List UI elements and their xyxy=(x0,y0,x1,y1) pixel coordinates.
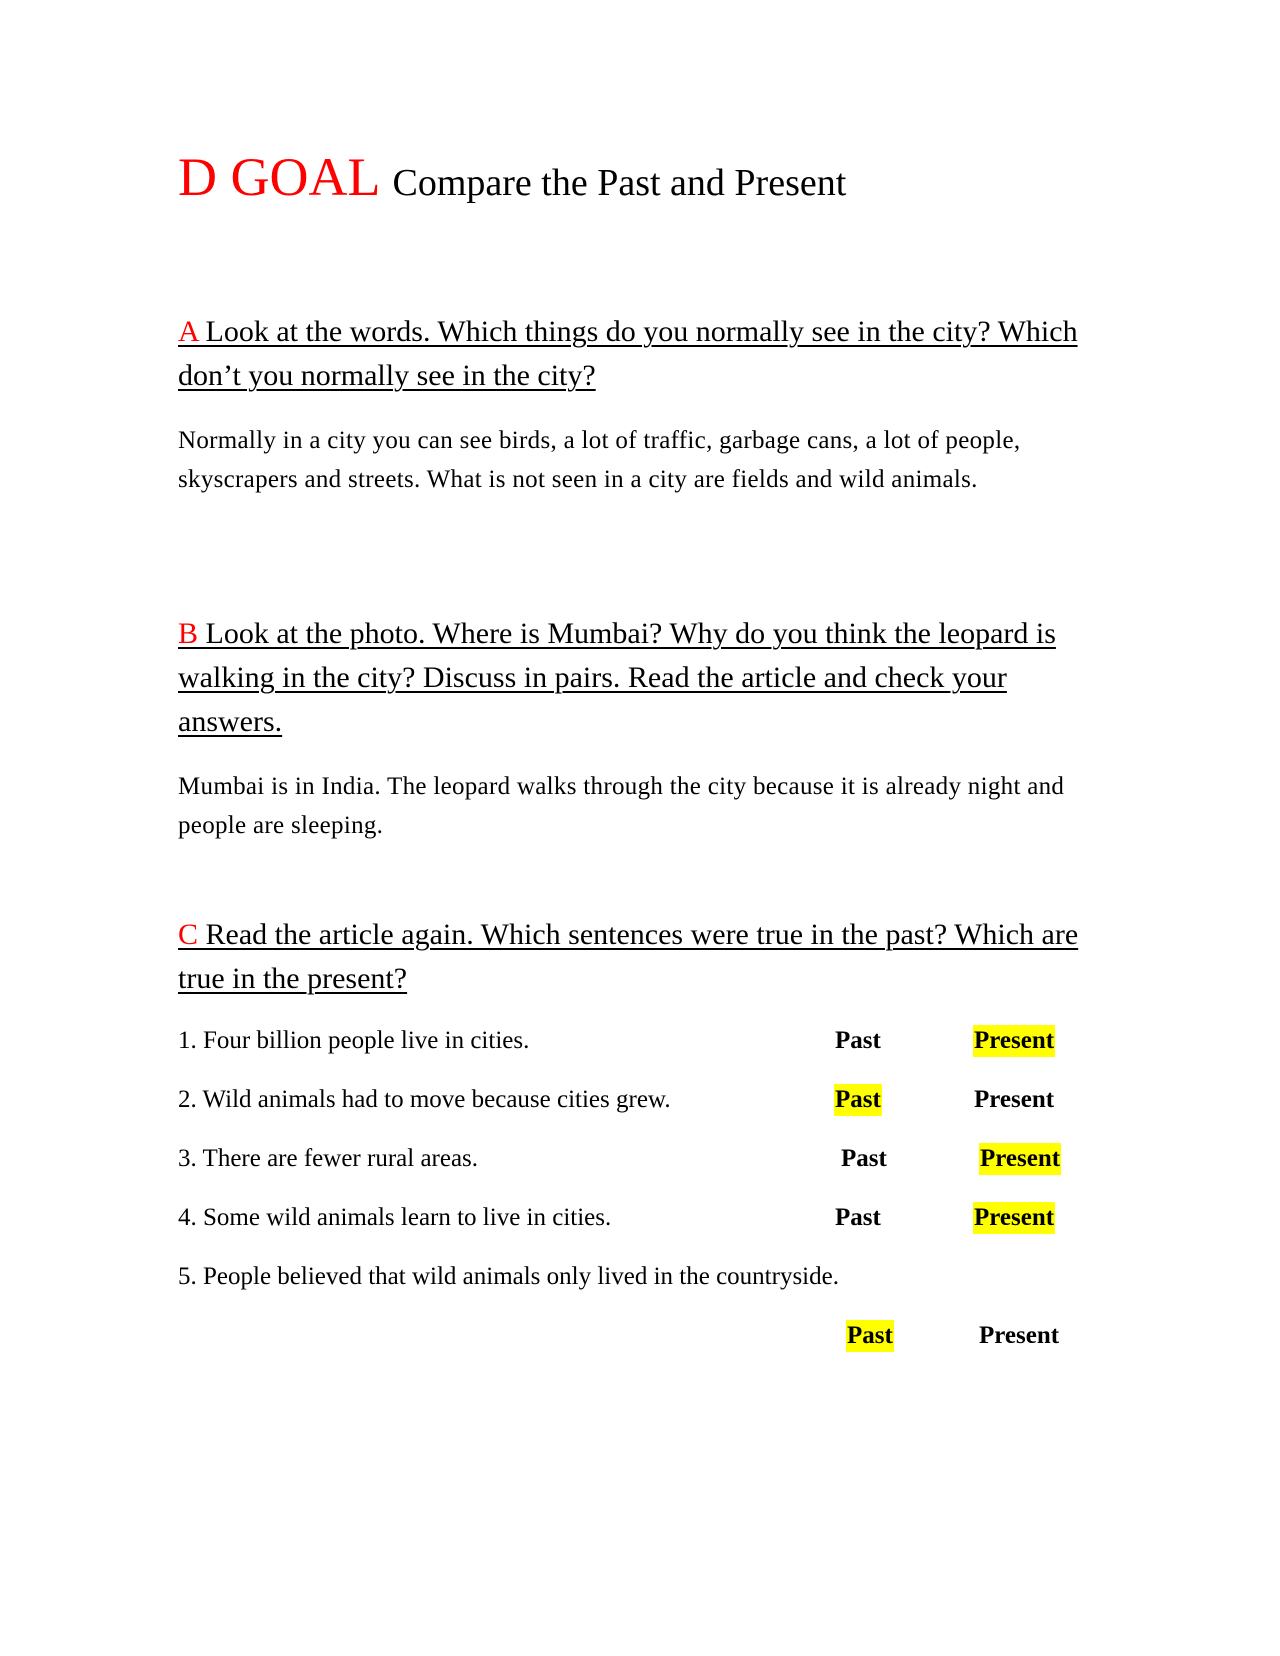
statement-5-present-option[interactable]: Present xyxy=(979,1322,1060,1349)
section-c-letter: C xyxy=(178,918,199,951)
statement-3-present-option[interactable]: Present xyxy=(979,1143,1061,1175)
statement-1-past-option[interactable]: Past xyxy=(835,1027,881,1054)
statement-4-present-option[interactable]: Present xyxy=(973,1202,1055,1234)
statement-2-present-option[interactable]: Present xyxy=(974,1086,1055,1113)
statement-2-past-option[interactable]: Past xyxy=(834,1084,882,1116)
section-b-letter: B xyxy=(178,617,199,650)
section-b-answer: Mumbai is in India. The leopard walks through the city because it is already night and people are sleeping. xyxy=(178,773,1065,839)
goal-subtitle: Compare the Past and Present xyxy=(392,162,847,204)
section-a-question: Look at the words. Which things do you normally see in the city? Which don’t you normally see in the city? xyxy=(178,315,1078,392)
section-a-letter: A xyxy=(178,315,199,348)
statement-3: 3. There are fewer rural areas. xyxy=(178,1145,479,1172)
section-b-heading xyxy=(178,612,1098,744)
section-c-question: Read the article again. Which sentences were true in the past? Which are true in the present? xyxy=(178,918,1079,995)
statement-5: 5. People believed that wild animals only lived in the countryside. xyxy=(178,1263,839,1290)
statement-1: 1. Four billion people live in cities. xyxy=(178,1027,530,1054)
page-title xyxy=(178,147,847,207)
section-a-answer: Normally in a city you can see birds, a lot of traffic, garbage cans, a lot of people, skyscrapers and streets. What is not seen in a city are fields and wild animals. xyxy=(178,427,1021,493)
statement-2: 2. Wild animals had to move because cities grew. xyxy=(178,1086,671,1113)
statement-4: 4. Some wild animals learn to live in cities. xyxy=(178,1204,612,1231)
statement-4-past-option[interactable]: Past xyxy=(835,1204,881,1231)
goal-label: D GOAL xyxy=(178,147,381,207)
section-b-question: Look at the photo. Where is Mumbai? Why do you think the leopard is walking in the city? Discuss in pairs. Read the article and check your answers. xyxy=(178,617,1056,738)
section-c-heading xyxy=(178,913,1098,1001)
statement-1-present-option[interactable]: Present xyxy=(973,1025,1055,1057)
statement-3-past-option[interactable]: Past xyxy=(841,1145,887,1172)
statement-5-past-option[interactable]: Past xyxy=(846,1320,894,1352)
section-a-heading xyxy=(178,310,1098,398)
